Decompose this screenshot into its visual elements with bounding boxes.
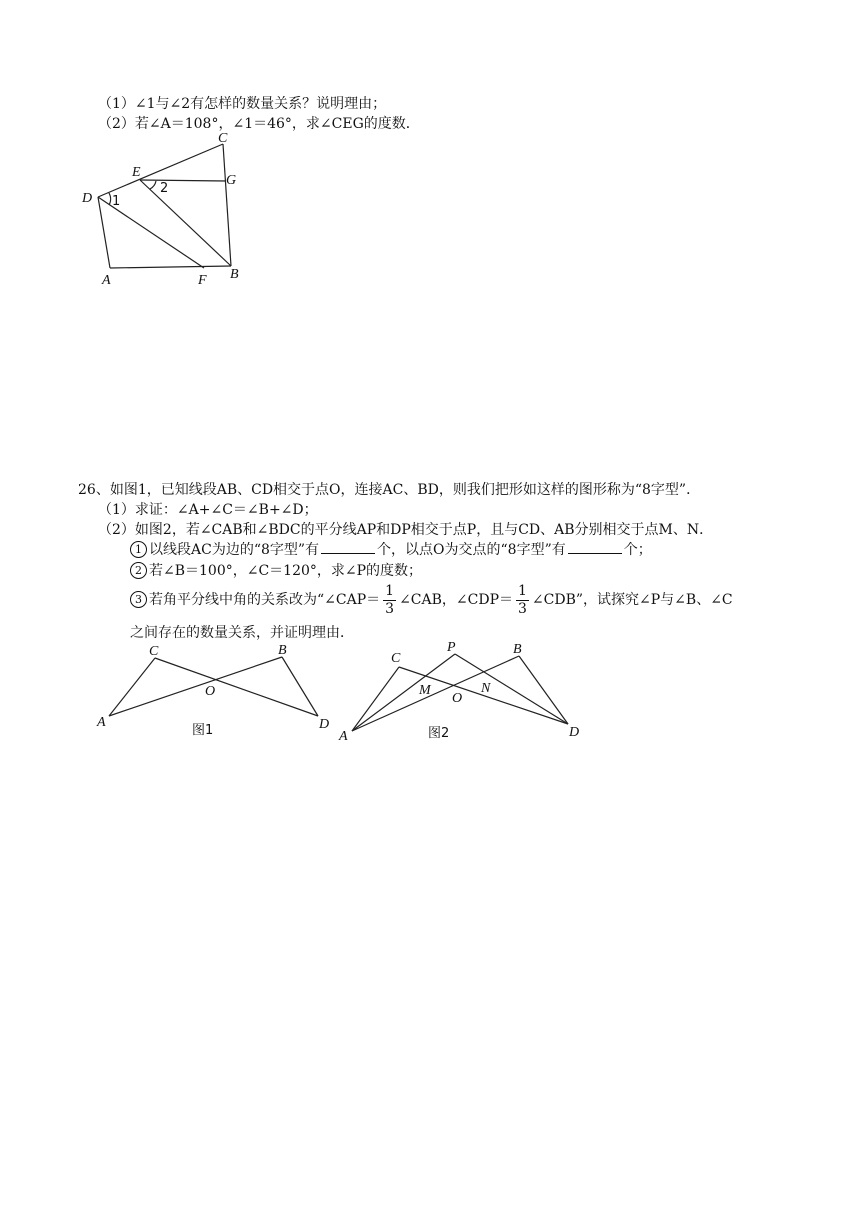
label-M: M [419, 683, 431, 698]
q26-sub3-text-b: ∠CAB，∠CDP＝ [399, 592, 513, 608]
answer-blank-1[interactable] [321, 541, 375, 554]
label-C: C [218, 131, 228, 146]
q26-intro: 26、如图1，已知线段AB、CD相交于点O，连接AC、BD，则我们把形如这样的图形称为“8字型”． [78, 482, 701, 498]
edge-ad [98, 197, 110, 268]
label-D: D [82, 191, 93, 206]
q26-part2: （2）如图2，若∠CAB和∠BDC的平分线AP和DP相交于点P，且与CD、AB分别相交于点M、N． [98, 522, 714, 538]
q26-sub3 [130, 582, 733, 618]
segment-bd [519, 656, 568, 724]
segment-ac [109, 658, 155, 716]
angle-1-arc [109, 193, 111, 205]
label-angle-2: 2 [160, 181, 169, 196]
q26-figure-1 [95, 642, 345, 742]
label-F: F [198, 273, 207, 288]
q25-part1: （1）∠1与∠2有怎样的数量关系？说明理由； [98, 96, 387, 112]
label-C: C [391, 651, 401, 666]
circled-number-1: 1 [130, 541, 147, 558]
q26-sub3-text-c: ∠CDB”，试探究∠P与∠B、∠C [531, 592, 733, 608]
label-D: D [319, 717, 330, 732]
label-A: A [339, 729, 348, 744]
label-B: B [230, 267, 239, 282]
q26-sub1-text-c: 个； [623, 542, 652, 558]
q26-sub2-text: 若∠B＝100°，∠C＝120°，求∠P的度数； [149, 563, 423, 579]
label-D: D [569, 725, 580, 740]
q26-sub3-continuation: 之间存在的数量关系，并证明理由． [130, 625, 354, 641]
figure-2-caption: 图2 [428, 726, 450, 741]
q26-sub2 [130, 562, 422, 580]
segment-ab [109, 657, 282, 716]
segment-eg [140, 180, 226, 181]
q26-sub3-text-a: 若角平分线中角的关系改为“∠CAP＝ [149, 592, 381, 608]
figure-1-caption: 图1 [192, 723, 214, 738]
label-N: N [481, 681, 491, 696]
answer-blank-2[interactable] [568, 541, 622, 554]
angle-2-arc [150, 181, 156, 189]
segment-cd [155, 658, 318, 716]
q26-sub1-text-a: 以线段AC为边的“8字型”有 [149, 542, 320, 558]
fraction-one-third-a: $\frac{1}{3}$ [385, 582, 395, 617]
label-G: G [226, 173, 237, 188]
q26-part1: （1）求证：∠A+∠C＝∠B+∠D； [98, 502, 318, 518]
segment-bd [282, 657, 318, 716]
circled-number-3: 3 [130, 591, 147, 608]
segment-eb [140, 180, 231, 266]
edge-ba [110, 266, 231, 268]
circled-number-2: 2 [130, 562, 147, 579]
segment-ac [352, 667, 399, 731]
edge-cb [223, 144, 231, 266]
q25-figure [78, 132, 258, 292]
label-B: B [513, 642, 522, 657]
label-O: O [452, 691, 463, 706]
label-O: O [205, 684, 216, 699]
label-A: A [102, 273, 111, 288]
segment-ab [352, 656, 519, 731]
label-E: E [132, 165, 141, 180]
label-B: B [278, 643, 287, 658]
label-P: P [447, 640, 456, 655]
q25-part2: （2）若∠A＝108°，∠1＝46°，求∠CEG的度数． [98, 116, 420, 132]
fraction-one-third-b: $\frac{1}{3}$ [518, 582, 527, 617]
label-C: C [149, 644, 159, 659]
q26-figure-2 [335, 636, 595, 748]
segment-dp [455, 654, 568, 724]
q26-sub1 [130, 541, 652, 559]
label-angle-1: 1 [112, 194, 121, 209]
segment-ap [352, 654, 455, 731]
q26-sub1-text-b: 个，以点O为交点的“8字型”有 [377, 542, 566, 558]
label-A: A [97, 715, 106, 730]
